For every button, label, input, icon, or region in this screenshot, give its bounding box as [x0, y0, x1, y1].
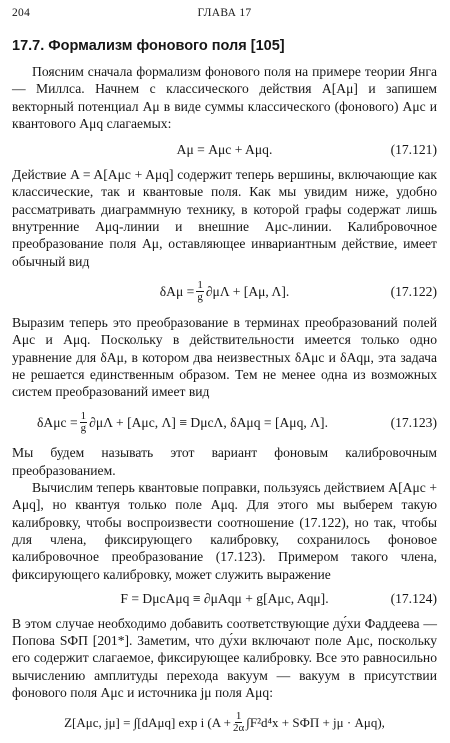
paragraph-6: В этом случае необходимо добавить соответствующие ду́хи Фаддеева — Попова SФП [201*]. Заметим, что ду́хи включают поле Aμc, поскольку его содержит слагаемое, фиксирующее калибровку. Все это равносильно вычислению амплитуды перехода вакуум — вакуум в присутствии фонового поля Aμc и источника jμ поля Aμq: [12, 615, 437, 701]
running-header [12, 5, 437, 23]
equation-17-121 [12, 132, 437, 166]
equation-right: ∫F²d⁴x + SФП + jμ · Aμq), [246, 714, 385, 730]
equation-fraction: $\frac{1}{g}$ [80, 409, 87, 434]
equation-left: Z[Aμc, jμ] = ∫[dAμq] exp i (A + [64, 714, 232, 730]
equation-fraction: $\frac{1}{g}$ [197, 279, 203, 304]
equation-17-123 [12, 400, 437, 444]
equation-number: (17.124) [390, 591, 437, 607]
equation-formula: F = DμcAμq ≡ ∂μAqμ + g[Aμc, Aqμ]. [120, 591, 329, 607]
equation-right: ∂μΛ + [Aμc, Λ] ≡ DμcΛ, δAμq = [Aμq, Λ]. [89, 414, 328, 430]
equation-17-125 [12, 701, 437, 743]
chapter-title: ГЛАВА 17 [197, 7, 252, 19]
equation-fraction: $\frac{1}{2\alpha}$ [233, 709, 245, 734]
paragraph-4: Мы будем называть этот вариант фоновым калибровочным преобразованием. [12, 445, 437, 478]
paragraph-2: Действие A = A[Aμc + Aμq] содержит теперь вершины, включающие как классические, так и квантовые поля. Как мы увидим ниже, удобно рассматривать диаграммную технику, в которой графы содержат лишь внутренние Aμq-линии и внешние Aμc-линии. Калибровочное преобразование поля Aμ, оставляющее инвариантным действие, имеет обычный вид [12, 167, 437, 269]
equation-formula: Aμ = Aμc + Aμq. [176, 141, 273, 157]
paragraph-1: Поясним сначала формализм фонового поля на примере теории Янга — Миллса. Начнем с классического действия A[Aμ] и запишем векторный потенциал Aμ в виде суммы классического (фонового) Aμc и квантового Aμq слагаемых: [12, 64, 437, 131]
equation-right: ∂μΛ + [Aμ, Λ]. [205, 284, 290, 300]
page-number: 204 [12, 7, 31, 19]
equation-number: (17.122) [390, 284, 437, 300]
equation-number: (17.121) [390, 141, 437, 157]
equation-17-122 [12, 270, 437, 314]
paragraph-5: Вычислим теперь квантовые поправки, пользуясь действием A[Aμc + Aμq], но квантуя только поле Aμq. Для этого мы выберем такую калибровку, чтобы воспроизвести соотношение (17.122), но так, чтобы для члена, фиксирующего калибровку, сохранилось фоновое калибровочное преобразование (17.123). Примером такого члена, фиксирующего калибровку, может служить выражение [12, 480, 437, 582]
equation-number: (17.123) [390, 414, 437, 430]
equation-left: δAμ = [159, 284, 195, 300]
section-title: 17.7. Формализм фонового поля [105] [12, 38, 285, 54]
paragraph-3: Выразим теперь это преобразование в терминах преобразований полей Aμc и Aμq. Поскольку в действительности имеется только одно уравнение для δAμ, в котором два неизвестных δAμc и δAqμ, эта задача не решается единственным образом. Тем не менее одна из возможных систем преобразований имеет вид [12, 314, 437, 400]
equation-17-124 [12, 583, 437, 615]
equation-left: δAμc = [37, 414, 78, 430]
